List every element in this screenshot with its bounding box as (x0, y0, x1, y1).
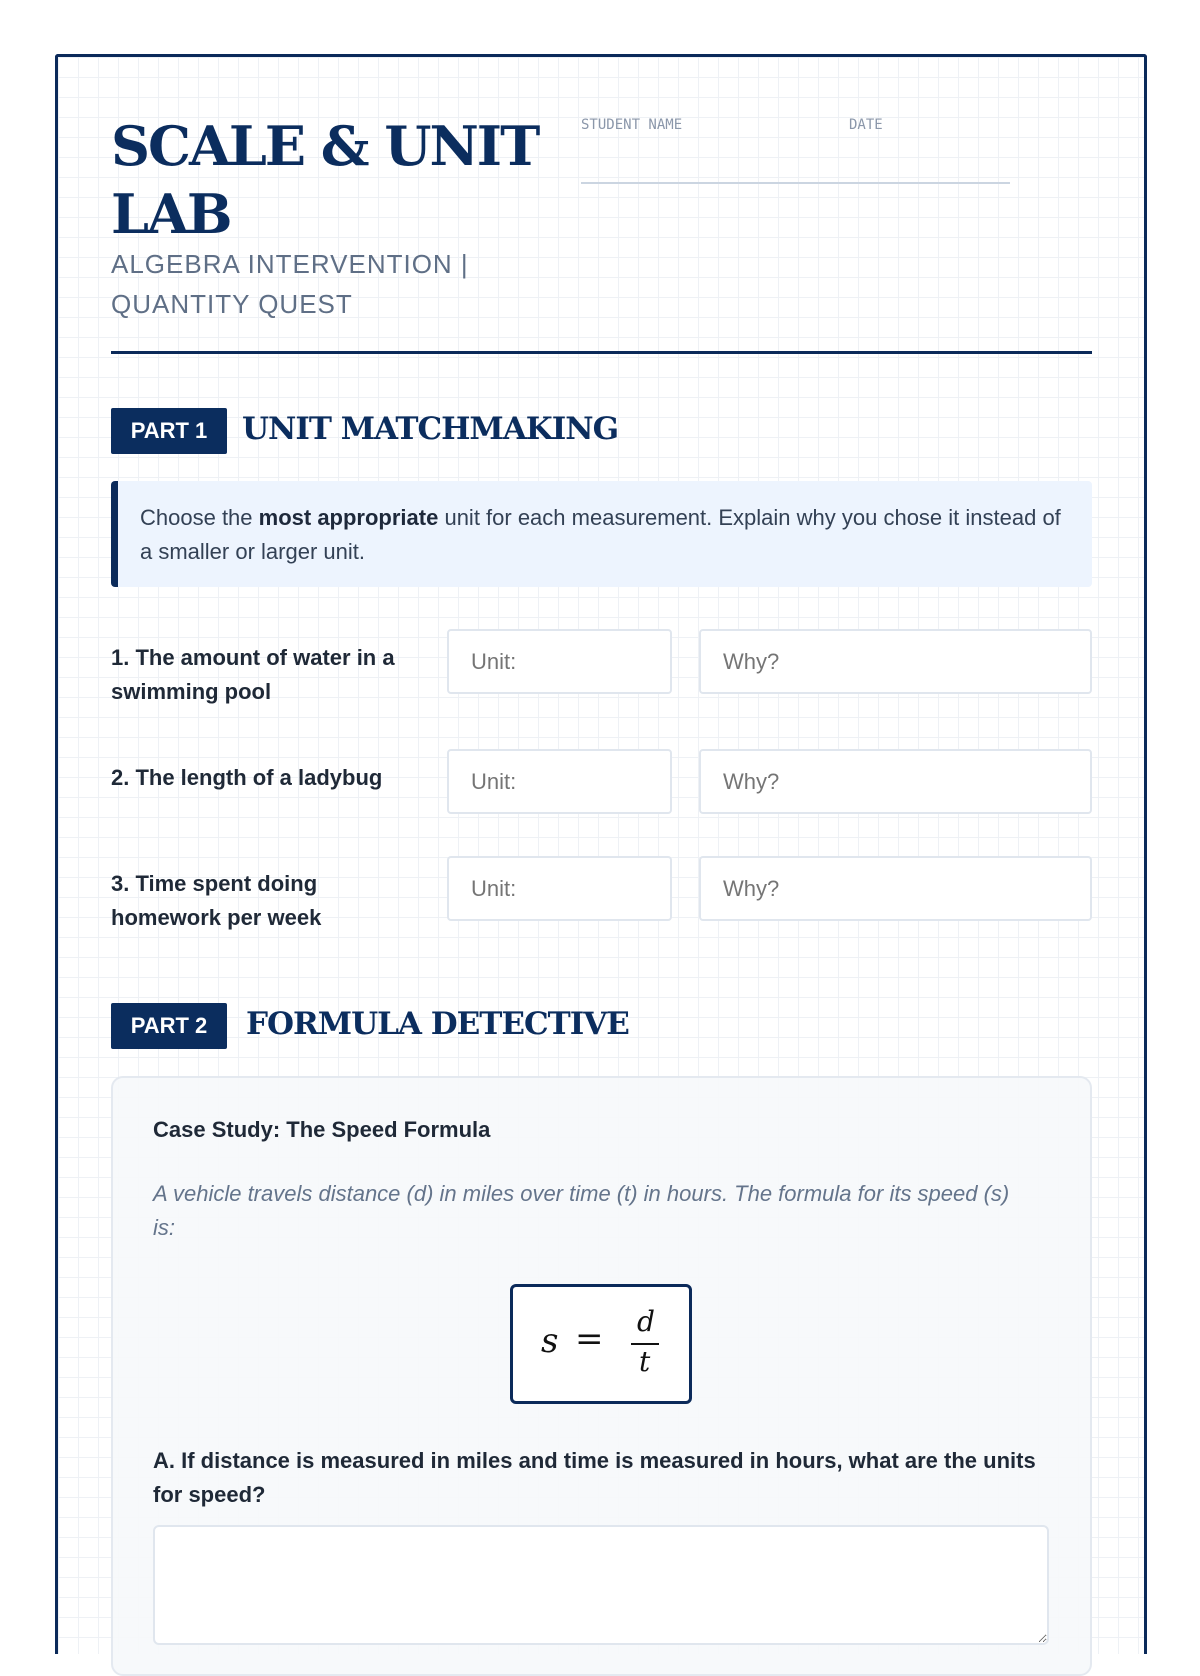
question-2-label: 2. The length of a ladybug (111, 765, 383, 790)
formula-lhs: s (541, 1321, 559, 1361)
page-title: SCALE & UNIT LAB (111, 114, 539, 246)
question-3-unit-input[interactable] (447, 856, 672, 921)
instruction-emphasis: most appropriate (258, 505, 439, 530)
header-divider (111, 351, 1092, 354)
instruction-text-rest: unit for each measurement. Explain why you chose it instead of a smaller or larger unit. (140, 505, 1061, 564)
formula-denominator: t (639, 1345, 651, 1378)
question-1-why-input[interactable] (699, 629, 1092, 694)
question-1-label: 1. The amount of water in a swimming pool (111, 645, 395, 704)
case-study-title: Case Study: The Speed Formula (153, 1117, 491, 1142)
name-date-line[interactable] (581, 182, 1010, 184)
speed-formula (510, 1284, 692, 1404)
part1-heading: UNIT MATCHMAKING (242, 411, 619, 447)
student-name-label: STUDENT NAME (581, 117, 683, 133)
question-2-unit-input[interactable] (447, 749, 672, 814)
question-1-unit-input[interactable] (447, 629, 672, 694)
instruction-text: Choose the (140, 505, 259, 530)
question-3-why-input[interactable] (699, 856, 1092, 921)
question-2-why-input[interactable] (699, 749, 1092, 814)
case-study-text: A vehicle travels distance (d) in miles over time (t) in hours. The formula for its speed (s) is: (153, 1181, 1010, 1240)
part2-heading: FORMULA DETECTIVE (246, 1006, 629, 1042)
formula-equals: = (575, 1319, 604, 1359)
part1-instructions (111, 481, 1092, 587)
page-subtitle: ALGEBRA INTERVENTION | QUANTITY QUEST (111, 249, 469, 319)
part1-badge: PART 1 (111, 408, 227, 454)
date-label: DATE (849, 117, 883, 133)
question-3-label: 3. Time spent doing homework per week (111, 871, 322, 930)
question-a-text: A. If distance is measured in miles and time is measured in hours, what are the units for speed? (153, 1448, 1036, 1507)
question-a-answer-input[interactable] (153, 1525, 1049, 1645)
formula-numerator: d (637, 1305, 655, 1338)
part2-badge: PART 2 (111, 1003, 227, 1049)
